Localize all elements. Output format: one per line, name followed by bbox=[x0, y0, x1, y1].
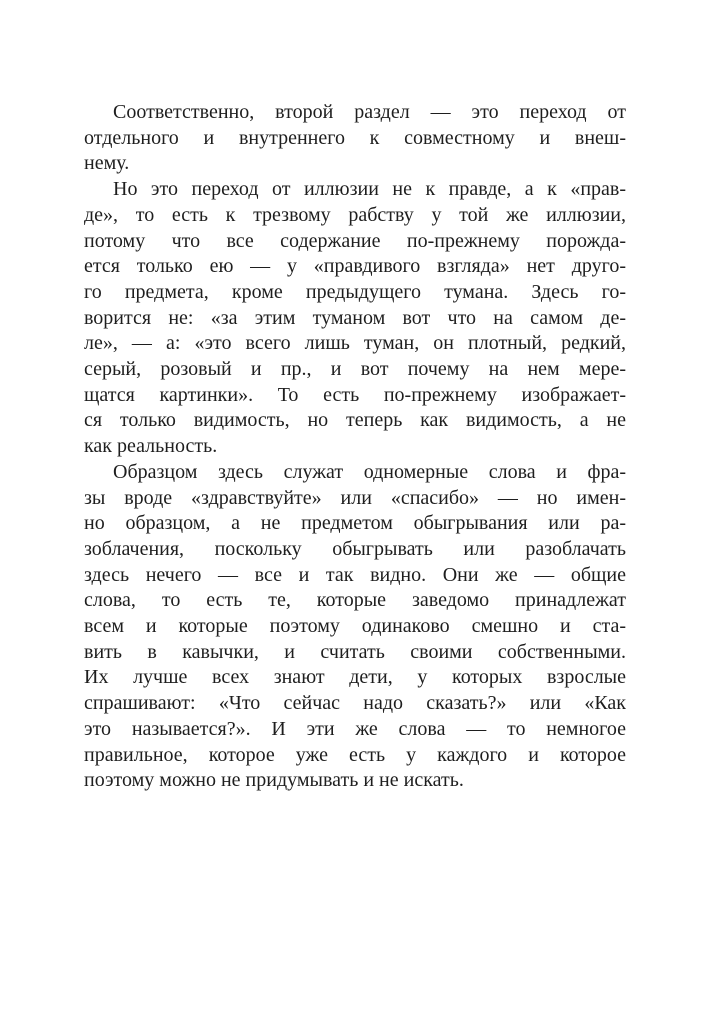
text-line: ся только видимость, но теперь как видимость, а не bbox=[84, 409, 626, 432]
text-line: ется только ею — у «правдивого взгляда» нет друго- bbox=[84, 255, 626, 278]
text-line: отдельного и внутреннего к совместному и внеш- bbox=[84, 126, 626, 149]
text-line: правильное, которое уже есть у каждого и которое bbox=[84, 743, 626, 766]
text-line: ле», — а: «это всего лишь туман, он плотный, редкий, bbox=[84, 332, 626, 355]
text-line: Их лучше всех знают дети, у которых взрослые bbox=[84, 666, 626, 689]
text-line: потому что все содержание по-прежнему порожда- bbox=[84, 229, 626, 252]
text-line: щатся картинки». То есть по-прежнему изображает- bbox=[84, 383, 626, 406]
text-line: нему. bbox=[84, 152, 130, 175]
page-text bbox=[84, 100, 626, 794]
text-line: всем и которые поэтому одинаково смешно и ста- bbox=[84, 615, 626, 638]
text-line: это называется?». И эти же слова — то немногое bbox=[84, 717, 626, 740]
text-line: поэтому можно не придумывать и не искать. bbox=[84, 769, 464, 792]
text-line: спрашивают: «Что сейчас надо сказать?» или «Как bbox=[84, 692, 626, 715]
text-line: де», то есть к трезвому рабству у той же иллюзии, bbox=[84, 203, 626, 226]
text-line: вить в кавычки, и считать своими собственными. bbox=[84, 640, 626, 663]
text-line: го предмета, кроме предыдущего тумана. Здесь го- bbox=[84, 280, 626, 303]
text-line: серый, розовый и пр., и вот почему на нем мере- bbox=[84, 358, 626, 381]
text-line: слова, то есть те, которые заведомо принадлежат bbox=[84, 589, 626, 612]
text-line: зоблачения, поскольку обыгрывать или разоблачать bbox=[84, 537, 626, 560]
text-line: здесь нечего — все и так видно. Они же — общие bbox=[84, 563, 626, 586]
text-line: ворится не: «за этим туманом вот что на самом де- bbox=[84, 306, 626, 329]
text-line: как реальность. bbox=[84, 435, 218, 458]
text-line: Но это переход от иллюзии не к правде, а к «прав- bbox=[113, 178, 626, 201]
text-line: Соответственно, второй раздел — это переход от bbox=[113, 101, 626, 123]
text-line: но образцом, а не предметом обыгрывания или ра- bbox=[84, 512, 626, 535]
text-line: зы вроде «здравствуйте» или «спасибо» — но имен- bbox=[84, 486, 626, 509]
text-line: Образцом здесь служат одномерные слова и фра- bbox=[113, 460, 626, 483]
